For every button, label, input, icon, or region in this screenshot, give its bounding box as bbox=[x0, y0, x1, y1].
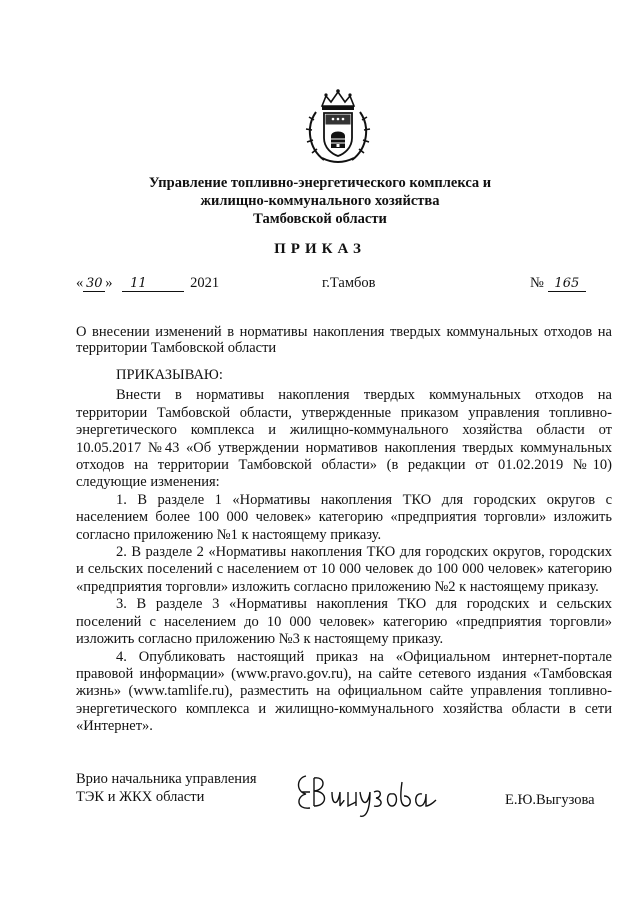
signatory-name: Е.Ю.Выгузова bbox=[505, 792, 595, 808]
org-line-1: Управление топливно-энергетического комплекса и bbox=[148, 175, 492, 191]
org-line-2: жилищно-коммунального хозяйства bbox=[200, 193, 440, 209]
position-line-1: Врио начальника управления bbox=[76, 771, 257, 787]
order-date bbox=[76, 275, 219, 292]
date-year: 2021 bbox=[190, 275, 220, 291]
order-body bbox=[76, 367, 612, 736]
handwritten-signature-icon bbox=[292, 762, 442, 822]
organization-name bbox=[60, 174, 580, 228]
date-month: 11 bbox=[122, 276, 184, 292]
org-line-3: Тамбовской области bbox=[253, 211, 387, 227]
number-value: 165 bbox=[548, 276, 586, 292]
order-item-1: 1. В разделе 1 «Нормативы накопления ТКО для городских округов с населением более 100 000 человек» категорию «предприятия торговли» изложить согласно приложению №1 к настоящему приказу. bbox=[76, 491, 612, 543]
order-city: г.Тамбов bbox=[322, 275, 376, 291]
order-intro-paragraph: Внести в нормативы накопления твердых коммунальных отходов на территории Тамбовской области, утвержденные приказом управления топливно-энергетического комплекса и жилищно-коммунального хозяйства области от 10.05.2017 №43 «Об утверждении нормативов накопления твердых коммунальных отходов на территории Тамбовской области» (в редакции от 01.02.2019 №10) следующие изменения: bbox=[76, 387, 612, 491]
date-close-quote: » bbox=[105, 275, 113, 291]
date-open-quote: « bbox=[76, 275, 84, 291]
tambov-coat-of-arms-icon bbox=[300, 86, 376, 168]
signatory-position bbox=[76, 770, 296, 806]
order-item-4: 4. Опубликовать настоящий приказ на «Официальном интернет-портале правовой информации» (www.pravo.gov.ru), на сайте сетевого издания «Тамбовская жизнь» (www.tamlife.ru), разместить на официальном сайте управления топливно-энергетического комплекса и жилищно-коммунального хозяйства области в сети «Интернет». bbox=[76, 648, 612, 735]
order-item-3: 3. В разделе 3 «Нормативы накопления ТКО для городских и сельских поселений с населением до 10 000 человек» категорию «предприятия торговли» изложить согласно приложению №3 к настоящему приказу. bbox=[76, 596, 612, 648]
document-type-title: ПРИКАЗ bbox=[274, 241, 366, 257]
order-item-2: 2. В разделе 2 «Нормативы накопления ТКО для городских округов, городских и сельских поселений с населением от 10 000 человек до 100 000 человек» категорию «предприятия торговли» изложить согласно приложению №2 к настоящему приказу. bbox=[76, 544, 612, 595]
order-word: ПРИКАЗЫВАЮ: bbox=[116, 367, 223, 383]
date-day: 30 bbox=[83, 276, 105, 292]
order-subject: О внесении изменений в нормативы накопления твердых коммунальных отходов на территории Тамбовской области bbox=[76, 324, 612, 356]
order-number bbox=[530, 275, 586, 292]
number-sign: № bbox=[530, 275, 544, 291]
position-line-2: ТЭК и ЖКХ области bbox=[76, 789, 205, 805]
